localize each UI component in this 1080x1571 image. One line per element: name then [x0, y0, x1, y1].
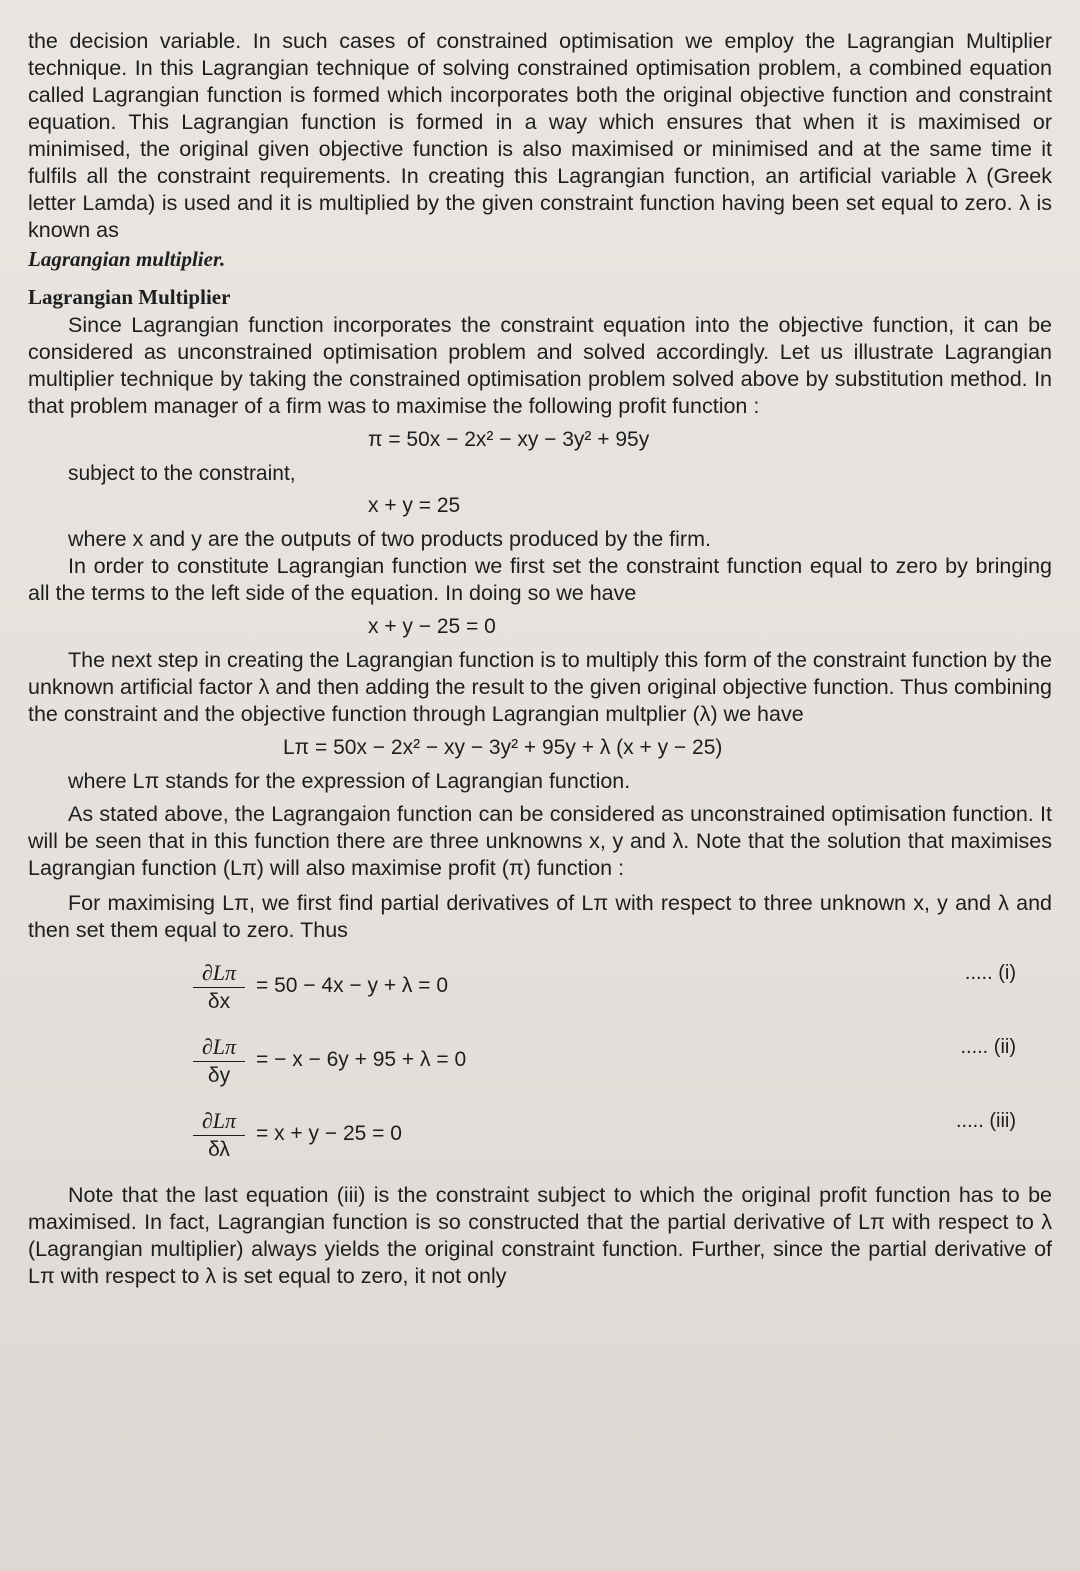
equation-lagrangian-function: Lπ = 50x − 2x² − xy − 3y² + 95y + λ (x + y − 25): [283, 736, 723, 759]
paragraph-where-L: where Lπ stands for the expression of Lagrangian function.: [68, 769, 631, 793]
equation-profit-function: π = 50x − 2x² − xy − 3y² + 95y: [368, 428, 650, 451]
partial-derivative-y: [28, 1028, 1052, 1102]
section-heading: Lagrangian Multiplier: [28, 285, 231, 309]
paragraph-next-step: The next step in creating the Lagrangian function is to multiply this form of the constraint function by the unknown artificial factor λ and then adding the result to the given original objective function. Thus combining the constraint and the objective function through Lagrangian multplier (λ) we have: [28, 648, 1052, 726]
partial-derivative-lambda: [28, 1102, 1052, 1176]
fraction-numerator: ∂Lπ: [193, 1034, 245, 1062]
equation-tag: ..... (ii): [960, 1036, 1016, 1058]
fraction: [193, 1108, 245, 1162]
term-lagrangian-multiplier: Lagrangian multiplier.: [28, 247, 226, 271]
fraction-denominator: δy: [207, 1064, 231, 1087]
derivative-rhs: = − x − 6y + 95 + λ = 0: [256, 1048, 467, 1071]
paragraph-as-stated: As stated above, the Lagrangaion function can be considered as unconstrained optimisation function. It will be seen that in this function there are three unknowns x, y and λ. Note that the solution that maximises Lagrangian function (Lπ) will also maximise profit (π) function :: [28, 802, 1052, 880]
fraction: [193, 960, 245, 1014]
fraction-numerator: ∂Lπ: [193, 1108, 245, 1136]
fraction-numerator: ∂Lπ: [193, 960, 245, 988]
subject-to-label: subject to the constraint,: [68, 462, 296, 485]
derivative-rhs: = x + y − 25 = 0: [256, 1122, 402, 1145]
paragraph-constitute: In order to constitute Lagrangian function we first set the constraint function equal to zero by bringing all the terms to the left side of the equation. In doing so we have: [28, 554, 1052, 605]
derivative-rhs: = 50 − 4x − y + λ = 0: [256, 974, 449, 997]
paragraph-unconstrained: Since Lagrangian function incorporates the constraint equation into the objective function, it can be considered as unconstrained optimisation problem and solved accordingly. Let us illustrate Lagrangian multiplier technique by taking the constrained optimisation problem solved above by substitution method. In that problem manager of a firm was to maximise the following profit function :: [28, 313, 1052, 418]
paragraph-lagrangian-intro: [28, 28, 1052, 273]
equation-tag: ..... (i): [964, 962, 1016, 984]
paragraph-where-xy: where x and y are the outputs of two products produced by the firm.: [68, 527, 711, 551]
partial-derivative-x: [28, 954, 1052, 1028]
paragraph-note-last-equation: Note that the last equation (iii) is the constraint subject to which the original profit function has to be maximised. In fact, Lagrangian function is so constructed that the partial derivative of Lπ with respect to λ (Lagrangian multiplier) always yields the original constraint function. Further, since the partial derivative of Lπ with respect to λ is set equal to zero, it not only: [28, 1183, 1052, 1288]
paragraph-text: the decision variable. In such cases of constrained optimisation we employ the Lagrangian Multiplier technique. In this Lagrangian technique of solving constrained optimisation problem, a combined equation called Lagrangian function is formed which incorporates both the original objective function and constraint equation. This Lagrangian function is formed in a way which ensures that when it is maximised or minimised, the original given objective function is also maximised or minimised and at the same time it fulfils all the constraint requirements. In creating this Lagrangian function, an artificial variable λ (Greek letter Lamda) is used and it is multiplied by the given constraint function having been set equal to zero. λ is known as: [28, 29, 1052, 242]
fraction-denominator: δλ: [208, 1138, 230, 1161]
equation-tag: ..... (iii): [956, 1110, 1016, 1132]
fraction-denominator: δx: [207, 990, 231, 1013]
equation-constraint-zero: x + y − 25 = 0: [368, 615, 496, 638]
equation-constraint: x + y = 25: [368, 494, 461, 517]
paragraph-maximising: For maximising Lπ, we first find partial derivatives of Lπ with respect to three unknown x, y and λ and then set them equal to zero. Thus: [28, 891, 1052, 942]
fraction: [193, 1034, 245, 1088]
